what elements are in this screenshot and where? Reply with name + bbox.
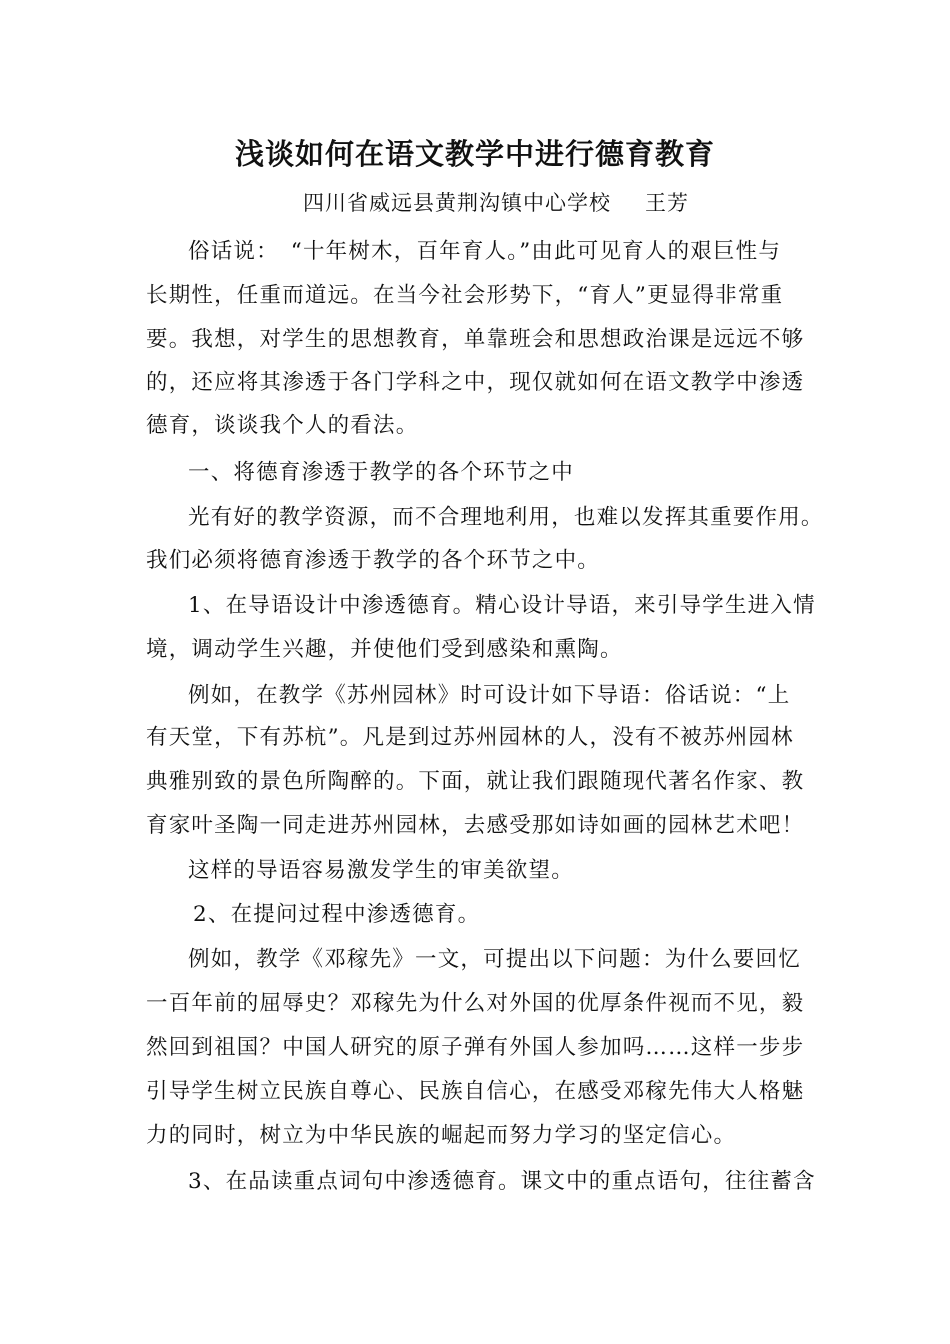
author-school: 四川省威远县黄荆沟镇中心学校 — [303, 191, 611, 215]
paragraph-line: 德育，谈谈我个人的看法。 — [146, 413, 419, 438]
paragraph-line: 引导学生树立民族自尊心、民族自信心，在感受邓稼先伟大人格魅 — [146, 1079, 805, 1104]
paragraph-line: 典雅别致的景色所陶醉的。下面，就让我们跟随现代著名作家、教 — [146, 769, 805, 794]
paragraph-line: 俗话说： “十年树木，百年育人。”由此可见育人的艰巨性与 — [188, 239, 782, 264]
paragraph-line: 长期性，任重而道远。在当今社会形势下，“育人”更显得非常重 — [146, 283, 784, 308]
paragraph-line: 我们必须将德育渗透于教学的各个环节之中。 — [146, 548, 601, 573]
paragraph-line: 育家叶圣陶一同走进苏州园林，去感受那如诗如画的园林艺术吧！ — [146, 813, 805, 838]
section-heading: 一、将德育渗透于教学的各个环节之中 — [188, 460, 574, 485]
paragraph-line: 境，调动学生兴趣，并使他们受到感染和熏陶。 — [146, 637, 623, 662]
paragraph-line: 例如，在教学《苏州园林》时可设计如下导语：俗话说：“上 — [188, 683, 791, 708]
paragraph-line: 的，还应将其渗透于各门学科之中，现仅就如何在语文教学中渗透 — [146, 370, 805, 395]
paragraph-line: 例如，教学《邓稼先》一文，可提出以下问题：为什么要回忆 — [188, 947, 801, 972]
paragraph-line: 3、在品读重点词句中渗透德育。课文中的重点语句，往往蓄含 — [188, 1169, 816, 1194]
paragraph-line: 一百年前的屈辱史？邓稼先为什么对外国的优厚条件视而不见，毅 — [146, 991, 805, 1016]
author-name: 王芳 — [645, 191, 689, 215]
paragraph-line: 力的同时，树立为中华民族的崛起而努力学习的坚定信心。 — [146, 1123, 737, 1148]
paragraph-line: 要。我想，对学生的思想教育，单靠班会和思想政治课是远远不够 — [146, 327, 805, 352]
paragraph-line: 光有好的教学资源，而不合理地利用，也难以发挥其重要作用。 — [188, 505, 824, 530]
paragraph-line: 1、在导语设计中渗透德育。精心设计导语，来引导学生进入情 — [188, 593, 816, 618]
paragraph-line: 有天堂，下有苏杭”。凡是到过苏州园林的人，没有不被苏州园林 — [146, 725, 794, 750]
document-title: 浅谈如何在语文教学中进行德育教育 — [234, 137, 715, 171]
paragraph-line: 这样的导语容易激发学生的审美欲望。 — [188, 858, 574, 883]
subsection-heading: 2、在提问过程中渗透德育。 — [193, 902, 481, 927]
paragraph-line: 然回到祖国？中国人研究的原子弹有外国人参加吗……这样一步步 — [146, 1035, 805, 1060]
author-line — [303, 187, 689, 217]
